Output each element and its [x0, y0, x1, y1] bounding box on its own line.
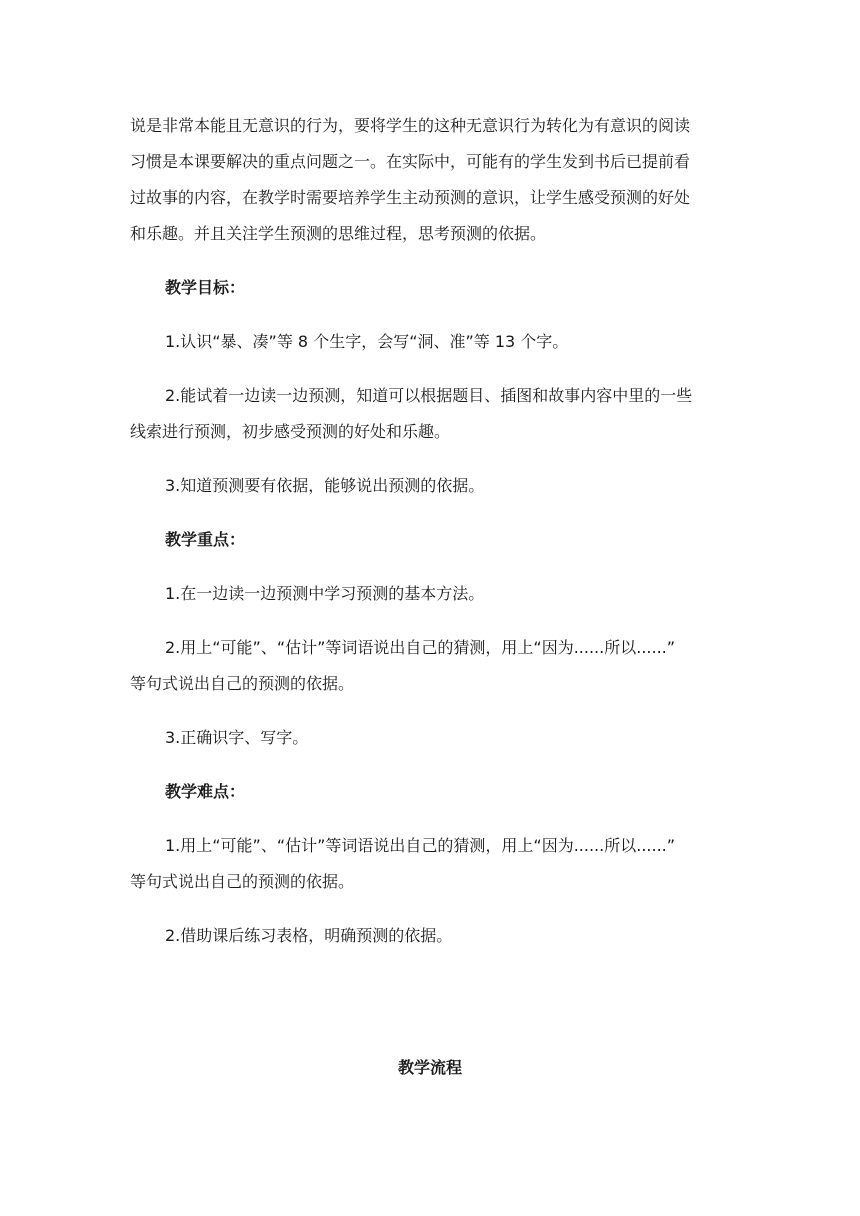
key-point-item-2-line: 2.用上“可能”、“估计”等词语说出自己的猜测，用上“因为......所以......”: [165, 638, 676, 657]
key-point-item-2-line: 等句式说出自己的预测的依据。: [130, 674, 355, 693]
key-point-item-1: 1.在一边读一边预测中学习预测的基本方法。: [165, 584, 485, 603]
key-points-heading: 教学重点：: [165, 530, 246, 549]
goal-item-2: [130, 378, 732, 450]
intro-line: 习惯是本课要解决的重点问题之一。在实际中，可能有的学生发到书后已提前看: [130, 152, 691, 171]
difficulty-item-1-line: 1.用上“可能”、“估计”等词语说出自己的猜测，用上“因为......所以......”: [165, 836, 676, 855]
difficulty-item-2: 2.借助课后练习表格，明确预测的依据。: [165, 926, 453, 945]
intro-line: 说是非常本能且无意识的行为，要将学生的这种无意识行为转化为有意识的阅读: [130, 116, 691, 135]
difficulties-heading: 教学难点：: [165, 782, 246, 801]
document-page: [130, 108, 732, 972]
goal-item-3: 3.知道预测要有依据，能够说出预测的依据。: [165, 476, 485, 495]
key-point-item-3: 3.正确识字、写字。: [165, 728, 309, 747]
process-title: 教学流程: [397, 1058, 462, 1077]
goal-item-2-line: 线索进行预测，初步感受预测的好处和乐趣。: [130, 422, 451, 441]
goal-item-1: 1.认识“暴、凑”等 8 个生字，会写“洞、准”等 13 个字。: [165, 332, 569, 351]
intro-line: 和乐趣。并且关注学生预测的思维过程，思考预测的依据。: [130, 224, 547, 243]
goals-heading: 教学目标：: [165, 278, 246, 297]
key-point-item-2: [130, 630, 732, 702]
intro-paragraph: [130, 108, 732, 252]
difficulty-item-1-line: 等句式说出自己的预测的依据。: [130, 872, 355, 891]
difficulty-item-1: [130, 828, 732, 900]
intro-line: 过故事的内容，在教学时需要培养学生主动预测的意识，让学生感受预测的好处: [130, 188, 691, 207]
goal-item-2-line: 2.能试着一边读一边预测，知道可以根据题目、插图和故事内容中里的一些: [165, 386, 693, 405]
